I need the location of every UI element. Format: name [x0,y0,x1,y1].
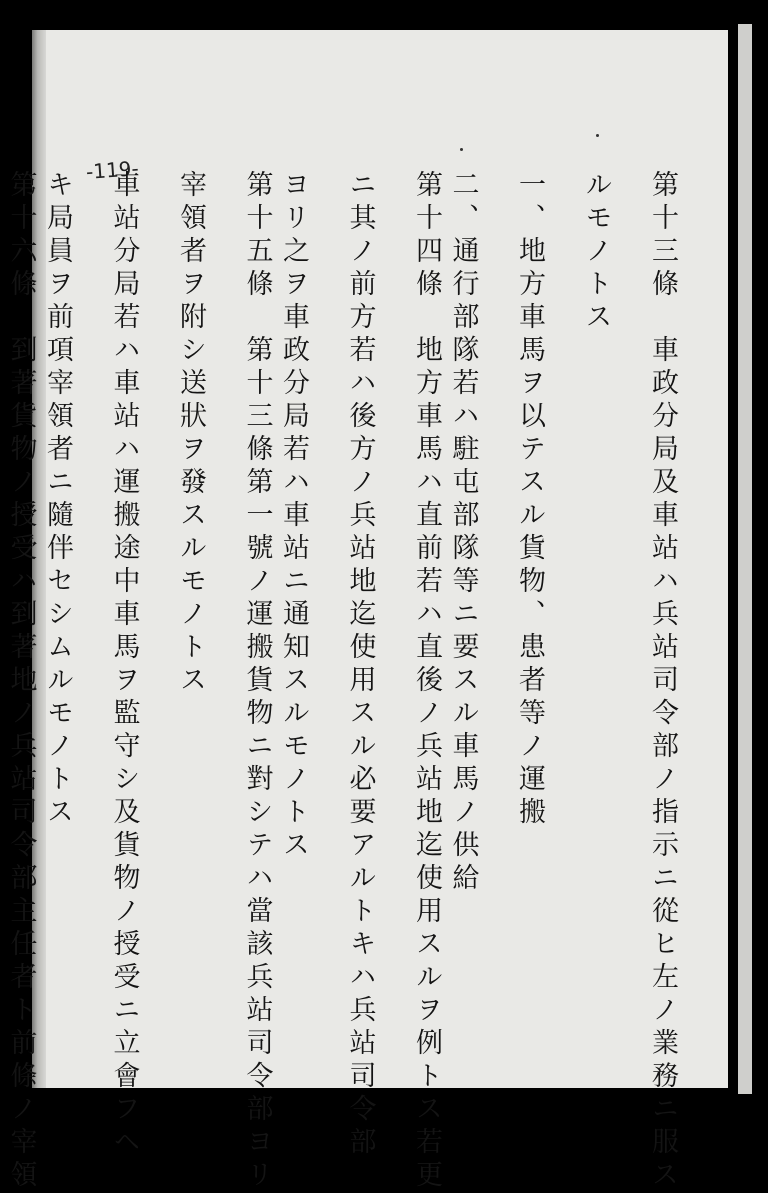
paper-speck [460,148,463,151]
text-column: ヨリ之ヲ車政分局若ハ車站ニ通知スルモノトス [278,170,309,863]
text-column: 第十五條 第十三條第一號ノ運搬貨物ニ對シテハ當該兵站司令部ヨリ [241,170,273,1193]
text-column: 車站分局若ハ車站ハ運搬途中車馬ヲ監守シ及貨物ノ授受ニ立會フヘ [108,170,140,1160]
text-column: ニ其ノ前方若ハ後方ノ兵站地迄使用スル必要アルトキハ兵站司令部 [344,170,376,1160]
paper-speck [596,134,599,137]
adjacent-page-edge [738,24,752,1094]
page-number: -119- [85,156,140,184]
text-column: 第十三條 車政分局及車站ハ兵站司令部ノ指示ニ從ヒ左ノ業務ニ服ス [647,170,678,1193]
text-column: 二、通行部隊若ハ駐屯部隊等ニ要スル車馬ノ供給 [447,170,479,896]
text-column: 第十六條 到著貨物ノ授受ハ到著地ノ兵站司令部主任者ト前條ノ宰領 [5,170,37,1193]
text-column: 宰領者ヲ附シ送狀ヲ發スルモノトス [175,170,206,698]
text-column: 一、地方車馬ヲ以テスル貨物、患者等ノ運搬 [514,170,545,830]
text-column: 第十四條 地方車馬ハ直前若ハ直後ノ兵站地迄使用スルヲ例トス若更 [411,170,442,1193]
text-column: ルモノトス [580,170,612,335]
text-column: キ局員ヲ前項宰領者ニ隨伴セシムルモノトス [42,170,73,830]
